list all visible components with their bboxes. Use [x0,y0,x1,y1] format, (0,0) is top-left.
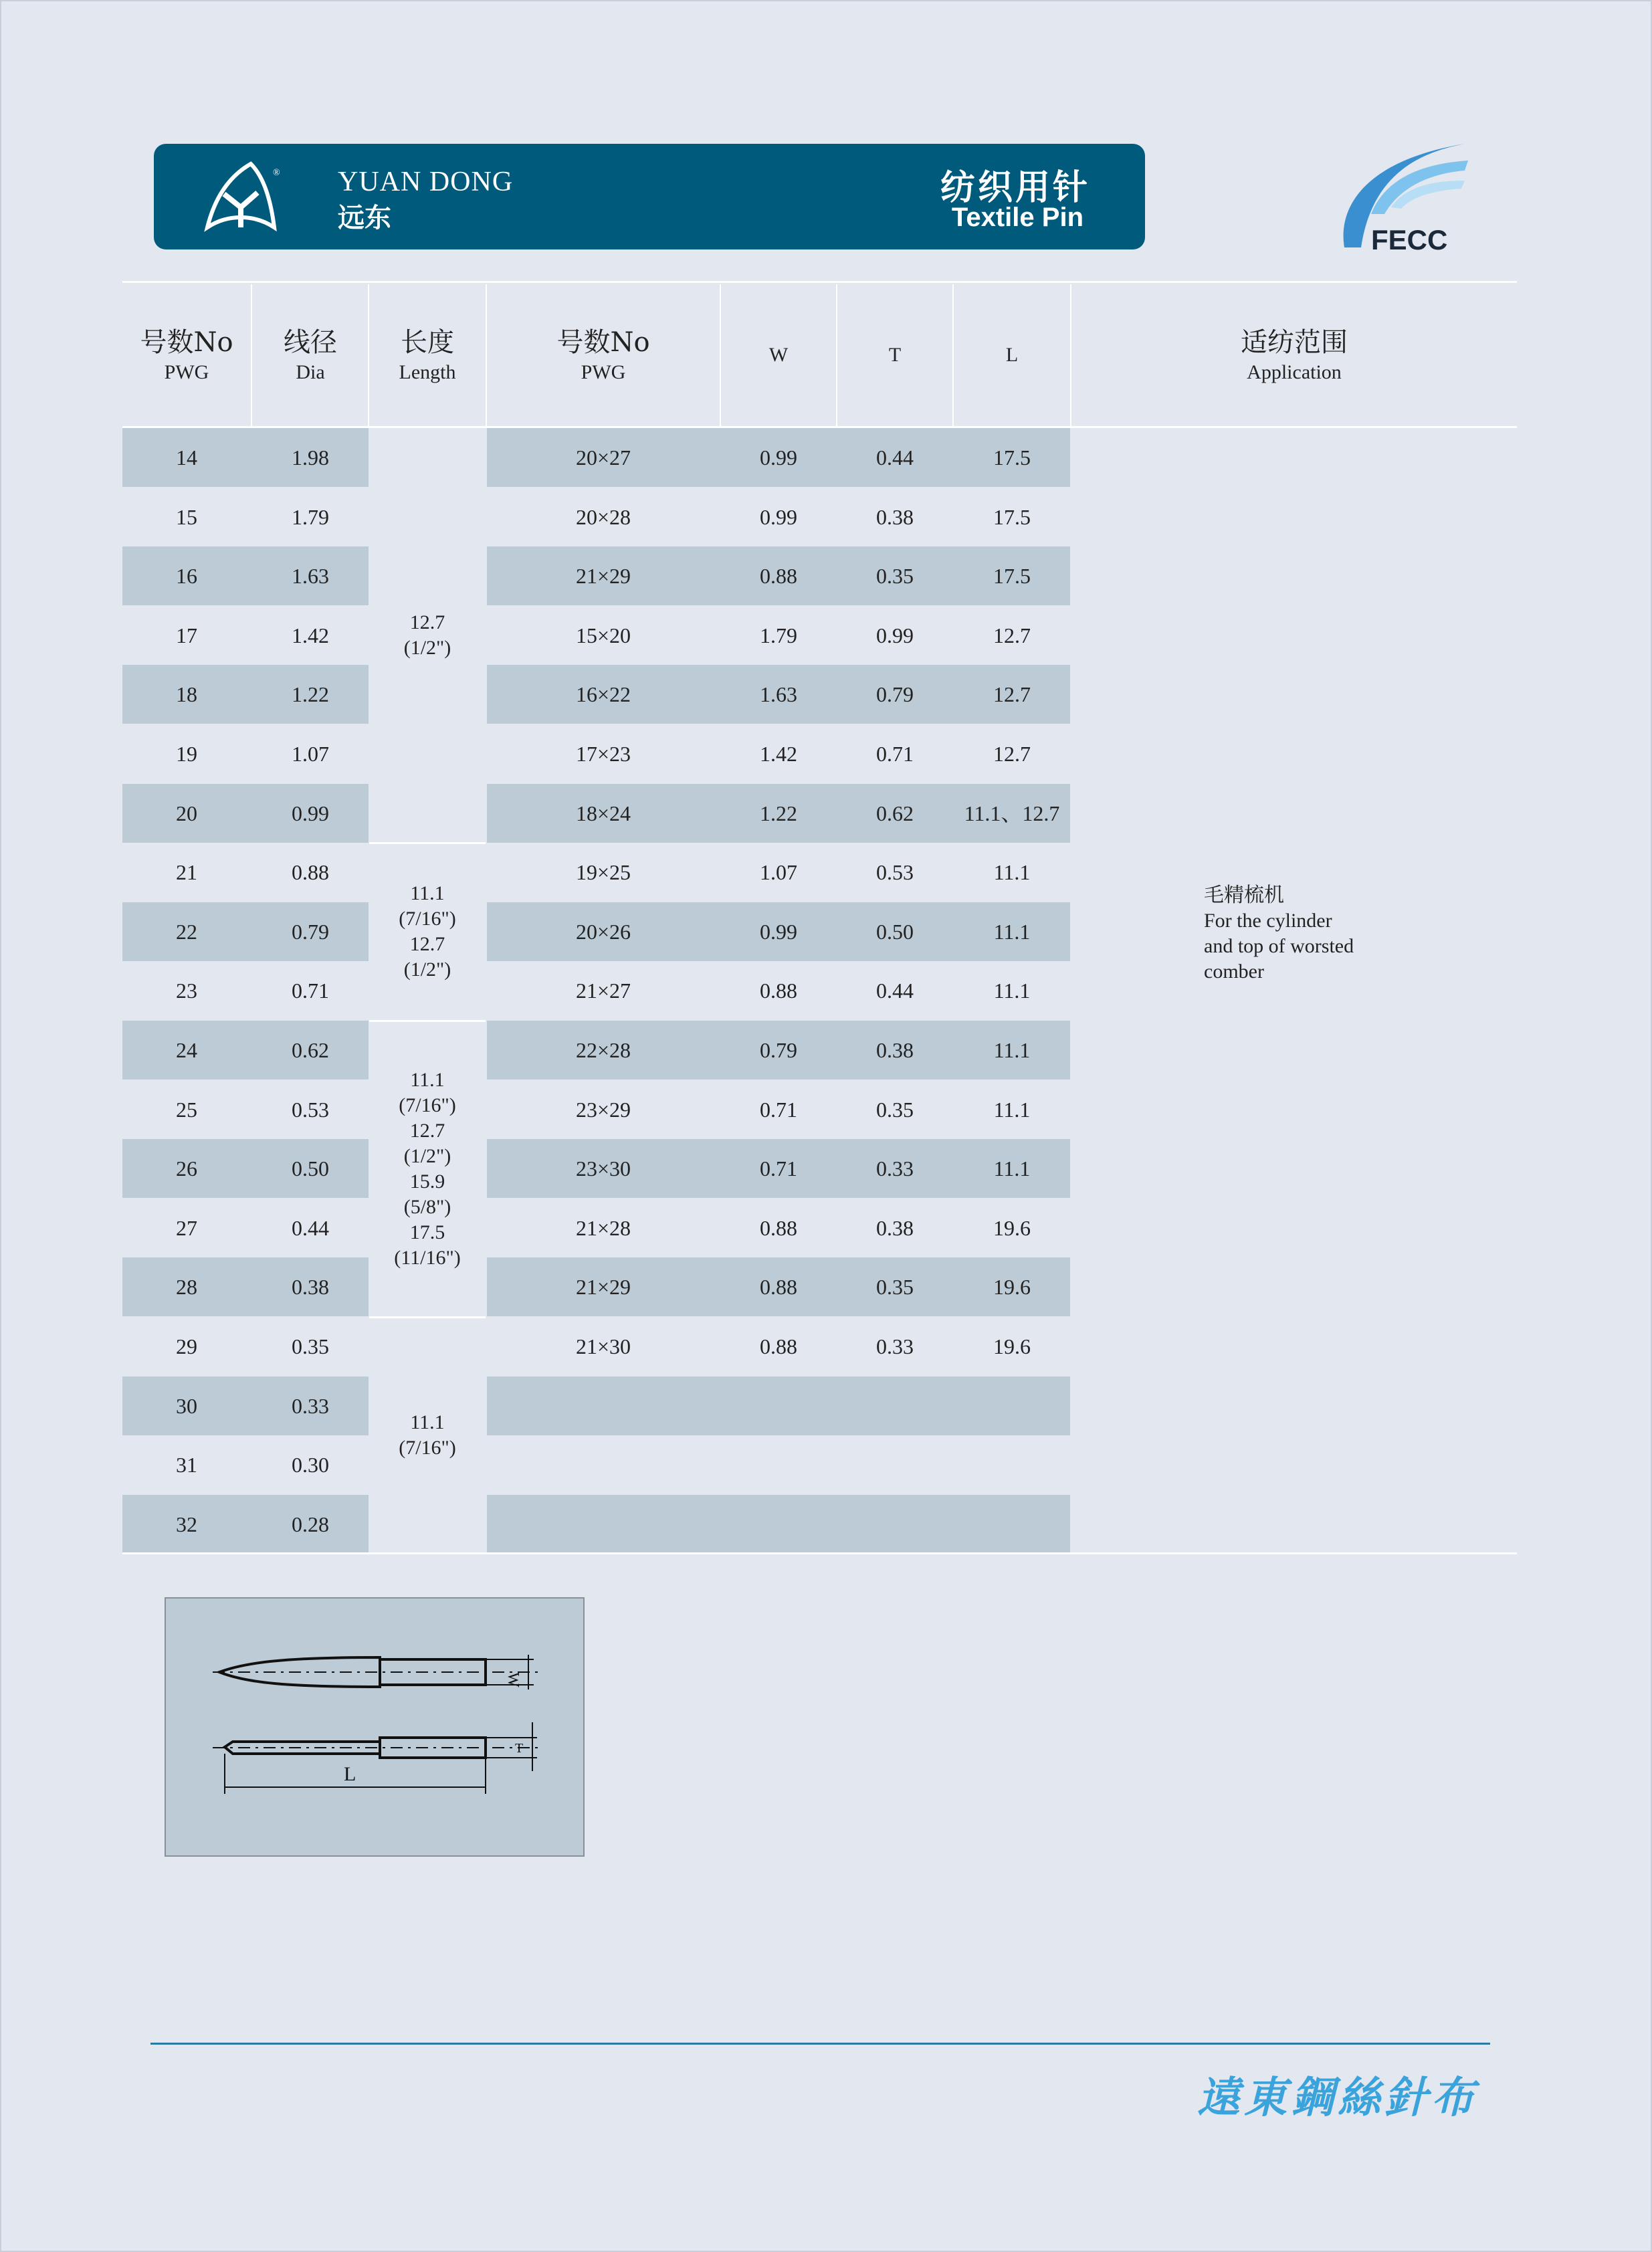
cell-l: 11.1 [993,1156,1031,1181]
cell-l: 12.7 [993,623,1031,647]
cell-t: 0.79 [876,682,914,707]
cell-size: 18×24 [575,801,631,825]
header-length-en: Length [399,361,456,383]
cell-t: 0.38 [876,1038,914,1062]
cell-size: 23×30 [575,1156,631,1181]
cell-dia: 1.42 [292,623,329,647]
cell-dia: 0.44 [292,1215,329,1240]
application-en-line: For the cylinder [1204,910,1332,932]
cell-pwg: 17 [176,623,197,647]
cell-dia: 0.30 [292,1453,329,1477]
cell-pwg: 26 [176,1156,197,1181]
header-dia-cn: 线径 [284,327,337,358]
header-separator [486,284,487,426]
header-dia [252,284,369,426]
cell-pwg: 15 [176,504,197,529]
table-bottom-rule [122,1552,1517,1554]
page-title-en: Textile Pin [951,203,1083,232]
cell-size: 21×30 [575,1334,631,1358]
header-pwg-size-en: PWG [581,361,626,383]
brand-name-cn: 远东 [338,203,391,233]
header-w-en: W [768,344,789,366]
cell-dia: 1.63 [292,564,329,589]
header-separator [952,284,954,426]
label-t: T [515,1741,524,1756]
cell-w: 0.99 [760,919,797,944]
cell-t: 0.44 [876,445,914,470]
cell-size [487,1376,720,1435]
cell-pwg: 23 [176,979,197,1003]
cell-pwg: 31 [176,1453,197,1477]
header-application-cn: 适纺范围 [1241,327,1348,358]
cell-t: 0.50 [876,919,914,944]
cell-l: 17.5 [993,564,1031,589]
cell-size: 19×25 [575,860,631,885]
header-separator [836,284,837,426]
page-title-cn: 纺织用针 [940,168,1090,208]
cell-t: 0.71 [876,742,914,766]
cell-w: 0.71 [760,1156,797,1181]
cell-dia: 0.35 [292,1334,329,1358]
header-l-en: L [1005,344,1019,366]
length-value: 11.1 [410,882,445,905]
cell-size: 15×20 [575,623,631,647]
cell-size: 21×29 [575,1275,631,1300]
length-value: (1/2") [403,637,451,659]
header-length [369,284,486,426]
cell-t: 0.38 [876,504,914,529]
cell-dia: 0.79 [292,919,329,944]
length-value: 11.1 [410,1068,445,1091]
cell-pwg: 32 [176,1512,197,1536]
cell-size: 21×28 [575,1215,631,1240]
cell-pwg: 20 [176,801,197,825]
length-value: (1/2") [403,958,451,981]
cell-size: 20×27 [575,445,631,470]
cell-dia: 0.71 [292,979,329,1003]
cell-w: 1.63 [760,682,797,707]
cell-l: 11.1 [993,860,1031,885]
label-w: W [504,1672,522,1687]
length-group [369,1317,486,1554]
cell-pwg: 19 [176,742,197,766]
length-value: 12.7 [409,1119,445,1142]
cell-pwg: 14 [176,445,197,470]
cell-t: 0.33 [876,1334,914,1358]
length-value: 17.5 [409,1221,445,1243]
cell-dia: 0.38 [292,1275,329,1300]
cell-t: 0.35 [876,1275,914,1300]
cell-w: 0.88 [760,1334,797,1358]
cell-w [721,1435,836,1494]
cell-w: 0.88 [760,1215,797,1240]
cell-l [954,1435,1070,1494]
cell-size: 21×27 [575,979,631,1003]
header-pwg-cn: 号数No [140,327,233,358]
length-group [369,1021,486,1317]
cell-l: 19.6 [993,1215,1031,1240]
cell-l: 17.5 [993,504,1031,529]
header-dia-en: Dia [296,361,325,383]
cell-w: 1.79 [760,623,797,647]
header-separator [368,284,369,426]
cell-dia: 1.98 [292,445,329,470]
cell-pwg: 25 [176,1097,197,1122]
header-separator [251,284,252,426]
application-en-line: and top of worsted [1204,935,1354,957]
header-l [954,284,1070,426]
length-value: (7/16") [399,1094,456,1116]
length-value: 12.7 [409,933,445,956]
length-group-separator [369,1316,486,1318]
length-value: (7/16") [399,908,456,930]
application-en-line: comber [1204,960,1264,983]
cell-t: 0.38 [876,1215,914,1240]
cell-l [954,1376,1070,1435]
cell-size: 20×28 [575,504,631,529]
cell-t: 0.35 [876,564,914,589]
cell-dia: 0.88 [292,860,329,885]
length-group [369,428,486,843]
cell-t: 0.44 [876,979,914,1003]
length-value: 11.1 [410,1411,445,1434]
application-text [1204,883,1354,985]
cell-pwg: 28 [176,1275,197,1300]
length-value: 15.9 [409,1170,445,1193]
pin-diagram [165,1597,585,1857]
cell-l: 11.1 [993,1097,1031,1122]
cell-size [487,1435,720,1494]
fecc-logo-text: FECC [1371,224,1448,255]
header-separator [720,284,721,426]
cell-t: 0.33 [876,1156,914,1181]
cell-size: 16×22 [575,682,631,707]
header-pwg [122,284,251,426]
cell-size: 23×29 [575,1097,631,1122]
length-group [369,843,486,1021]
header-pwg-size [487,284,720,426]
header-separator [1070,284,1071,426]
registered-mark: ® [273,168,280,178]
table-top-rule [122,281,1517,283]
cell-pwg: 21 [176,860,197,885]
cell-w: 0.99 [760,445,797,470]
footer-rule [150,2043,1490,2045]
cell-dia: 1.79 [292,504,329,529]
cell-w: 0.79 [760,1038,797,1062]
cell-w: 1.42 [760,742,797,766]
footer-brand: 遠東鋼絲針布 [1197,2073,1478,2123]
length-group-separator [369,842,486,844]
cell-dia: 0.33 [292,1393,329,1418]
length-value: (5/8") [403,1195,451,1218]
cell-t: 0.62 [876,801,914,825]
cell-pwg: 24 [176,1038,197,1062]
cell-dia: 0.50 [292,1156,329,1181]
cell-size: 21×29 [575,564,631,589]
cell-l: 12.7 [993,742,1031,766]
length-value: (1/2") [403,1144,451,1167]
cell-t: 0.53 [876,860,914,885]
cell-l: 11.1 [993,1038,1031,1062]
brand-name-en: YUAN DONG [338,167,514,197]
cell-size: 17×23 [575,742,631,766]
header-t [837,284,952,426]
cell-w: 1.07 [760,860,797,885]
header-pwg-en: PWG [164,361,209,383]
length-value: 12.7 [409,611,445,634]
cell-t: 0.99 [876,623,914,647]
cell-dia: 1.22 [292,682,329,707]
cell-size: 22×28 [575,1038,631,1062]
application-cn: 毛精梳机 [1204,884,1284,907]
cell-w: 0.88 [760,1275,797,1300]
cell-dia: 1.07 [292,742,329,766]
cell-size: 20×26 [575,919,631,944]
cell-l: 11.1 [993,919,1031,944]
cell-pwg: 22 [176,919,197,944]
yuandong-logo-icon [201,161,281,234]
cell-w: 0.99 [760,504,797,529]
cell-t [837,1376,952,1435]
cell-dia: 0.62 [292,1038,329,1062]
cell-w [721,1376,836,1435]
pin-drawing [166,1599,583,1855]
cell-pwg: 27 [176,1215,197,1240]
cell-t [837,1495,952,1554]
header-application [1071,284,1517,426]
cell-pwg: 29 [176,1334,197,1358]
cell-w: 0.71 [760,1097,797,1122]
cell-w [721,1495,836,1554]
cell-pwg: 18 [176,682,197,707]
header-w [721,284,836,426]
header-length-cn: 长度 [401,327,454,358]
header-t-en: T [888,344,902,366]
cell-pwg: 30 [176,1393,197,1418]
cell-l: 19.6 [993,1275,1031,1300]
cell-dia: 0.53 [292,1097,329,1122]
cell-l: 12.7 [993,682,1031,707]
length-value: (11/16") [394,1246,461,1269]
cell-dia: 0.99 [292,801,329,825]
cell-size [487,1495,720,1554]
cell-dia: 0.28 [292,1512,329,1536]
label-l: L [344,1763,356,1785]
cell-t: 0.35 [876,1097,914,1122]
cell-l: 19.6 [993,1334,1031,1358]
cell-l: 17.5 [993,445,1031,470]
length-group-separator [369,1020,486,1022]
cell-l [954,1495,1070,1554]
cell-t [837,1435,952,1494]
header-pwg-size-cn: 号数No [556,327,650,358]
cell-l: 11.1、12.7 [964,801,1060,825]
cell-w: 0.88 [760,564,797,589]
header-application-en: Application [1247,361,1342,383]
cell-w: 0.88 [760,979,797,1003]
cell-w: 1.22 [760,801,797,825]
length-value: (7/16") [399,1437,456,1459]
cell-pwg: 16 [176,564,197,589]
cell-l: 11.1 [993,979,1031,1003]
